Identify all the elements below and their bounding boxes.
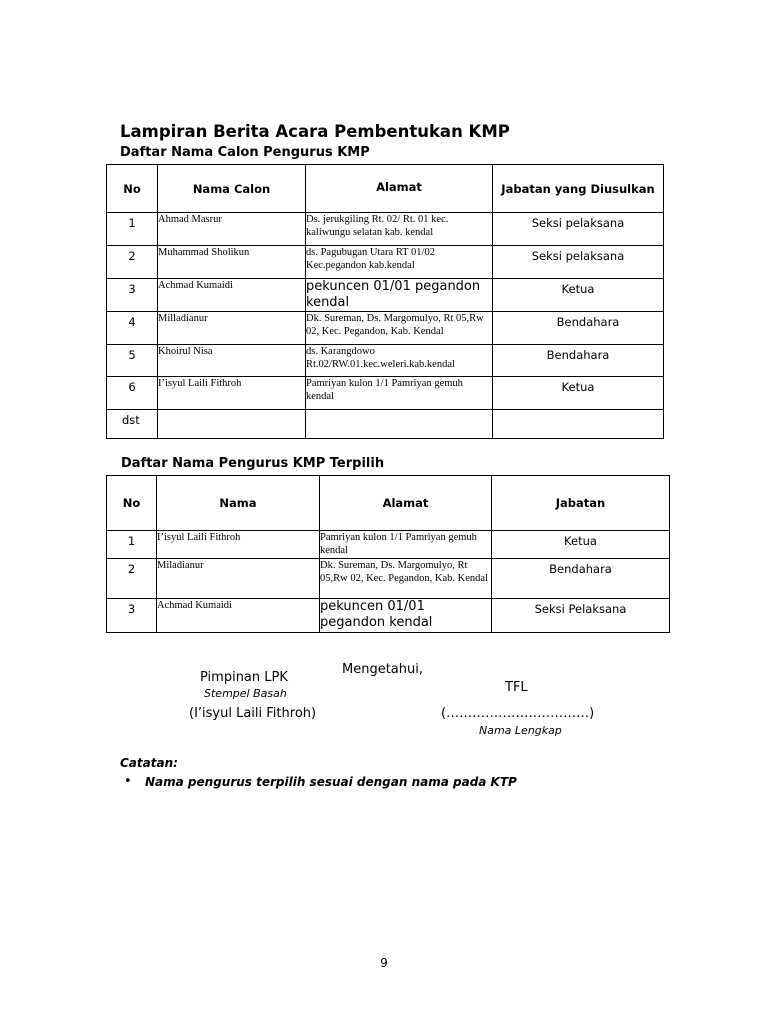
candidate-table — [106, 164, 664, 439]
cell-nama: Miladianur — [157, 559, 320, 599]
note-title: Catatan: — [120, 756, 178, 770]
table-row — [107, 410, 664, 439]
cell-no: 2 — [107, 246, 158, 279]
cell-alamat: Dk. Sureman, Ds. Margomulyo, Rt 05,Rw 02, Kec. Pegandon, Kab. Kendal — [320, 559, 492, 599]
note-text: Nama pengurus terpilih sesuai dengan nama pada KTP — [145, 775, 517, 789]
cell-alamat: pekuncen 01/01 pegandon kendal — [306, 279, 493, 312]
header-jabatan: Jabatan yang Diusulkan — [493, 165, 664, 213]
table2-heading: Daftar Nama Pengurus KMP Terpilih — [121, 456, 385, 471]
table-row — [107, 599, 670, 633]
header-no: No — [107, 165, 158, 213]
left-signatory-name: (I’isyul Laili Fithroh) — [189, 706, 317, 721]
header-jabatan: Jabatan — [492, 476, 670, 531]
header-no: No — [107, 476, 157, 531]
cell-no: 3 — [107, 599, 157, 633]
cell-jabatan: Bendahara — [493, 345, 664, 377]
cell-jabatan: Seksi pelaksana — [493, 213, 664, 246]
table-row — [107, 377, 664, 410]
cell-alamat: Ds. jerukgiling Rt. 02/ Rt. 01 kec. kaliwungu selatan kab. kendal — [306, 213, 493, 246]
stempel-basah-label: Stempel Basah — [204, 687, 287, 700]
cell-jabatan: Bendahara — [493, 312, 664, 345]
cell-jabatan: Bendahara — [492, 559, 670, 599]
cell-alamat: pekuncen 01/01 pegandon kendal — [320, 599, 492, 633]
cell-alamat: Pamriyan kulon 1/1 Pamriyan gemuh kendal — [306, 377, 493, 410]
cell-nama: Ahmad Masrur — [158, 213, 306, 246]
pimpinan-lpk-label: Pimpinan LPK — [200, 670, 288, 685]
cell-jabatan: Ketua — [492, 531, 670, 559]
table-row — [107, 246, 664, 279]
cell-no: dst — [107, 410, 158, 439]
cell-jabatan: Ketua — [493, 377, 664, 410]
cell-nama: Achmad Kumaidi — [158, 279, 306, 312]
cell-alamat: Dk. Sureman, Ds. Margomulyo, Rt 05,Rw 02, Kec. Pegandon, Kab. Kendal — [306, 312, 493, 345]
cell-nama: Muhammad Sholikun — [158, 246, 306, 279]
cell-nama — [158, 410, 306, 439]
cell-alamat: ds. Karangdowo Rt.02/RW.01.kec.weleri.kab.kendal — [306, 345, 493, 377]
cell-no: 6 — [107, 377, 158, 410]
cell-no: 2 — [107, 559, 157, 599]
table-row — [107, 312, 664, 345]
document-title: Lampiran Berita Acara Pembentukan KMP — [120, 122, 510, 141]
header-nama-calon: Nama Calon — [158, 165, 306, 213]
cell-no: 4 — [107, 312, 158, 345]
cell-no: 3 — [107, 279, 158, 312]
cell-alamat: Pamriyan kulon 1/1 Pamriyan gemuh kendal — [320, 531, 492, 559]
table-row — [107, 531, 670, 559]
header-nama: Nama — [157, 476, 320, 531]
nama-lengkap-label: Nama Lengkap — [479, 724, 562, 737]
table-row — [107, 559, 670, 599]
cell-nama: Achmad Kumaidi — [157, 599, 320, 633]
cell-nama: Milladianur — [158, 312, 306, 345]
cell-no: 5 — [107, 345, 158, 377]
table-row — [107, 213, 664, 246]
cell-alamat: ds. Pagubugan Utara RT 01/02 Kec.pegandon kab.kendal — [306, 246, 493, 279]
cell-jabatan: Ketua — [493, 279, 664, 312]
cell-no: 1 — [107, 213, 158, 246]
table-header-row — [107, 165, 664, 213]
table-header-row — [107, 476, 670, 531]
bullet-icon: • — [124, 774, 132, 789]
elected-table — [106, 475, 670, 633]
cell-jabatan: Seksi Pelaksana — [492, 599, 670, 633]
cell-no: 1 — [107, 531, 157, 559]
right-signatory-name: (……………………………) — [441, 706, 595, 721]
table-row — [107, 279, 664, 312]
header-alamat: Alamat — [320, 476, 492, 531]
cell-jabatan: Seksi pelaksana — [493, 246, 664, 279]
table-row — [107, 345, 664, 377]
table1-heading: Daftar Nama Calon Pengurus KMP — [120, 145, 370, 160]
cell-nama: I’isyul Laili Fithroh — [157, 531, 320, 559]
cell-nama: I’isyul Laili Fithroh — [158, 377, 306, 410]
cell-alamat — [306, 410, 493, 439]
mengetahui-label: Mengetahui, — [342, 662, 423, 677]
cell-nama: Khoirul Nisa — [158, 345, 306, 377]
page-number: 9 — [380, 956, 388, 970]
cell-jabatan — [493, 410, 664, 439]
tfl-label: TFL — [505, 680, 528, 695]
header-alamat: Alamat — [306, 165, 493, 213]
